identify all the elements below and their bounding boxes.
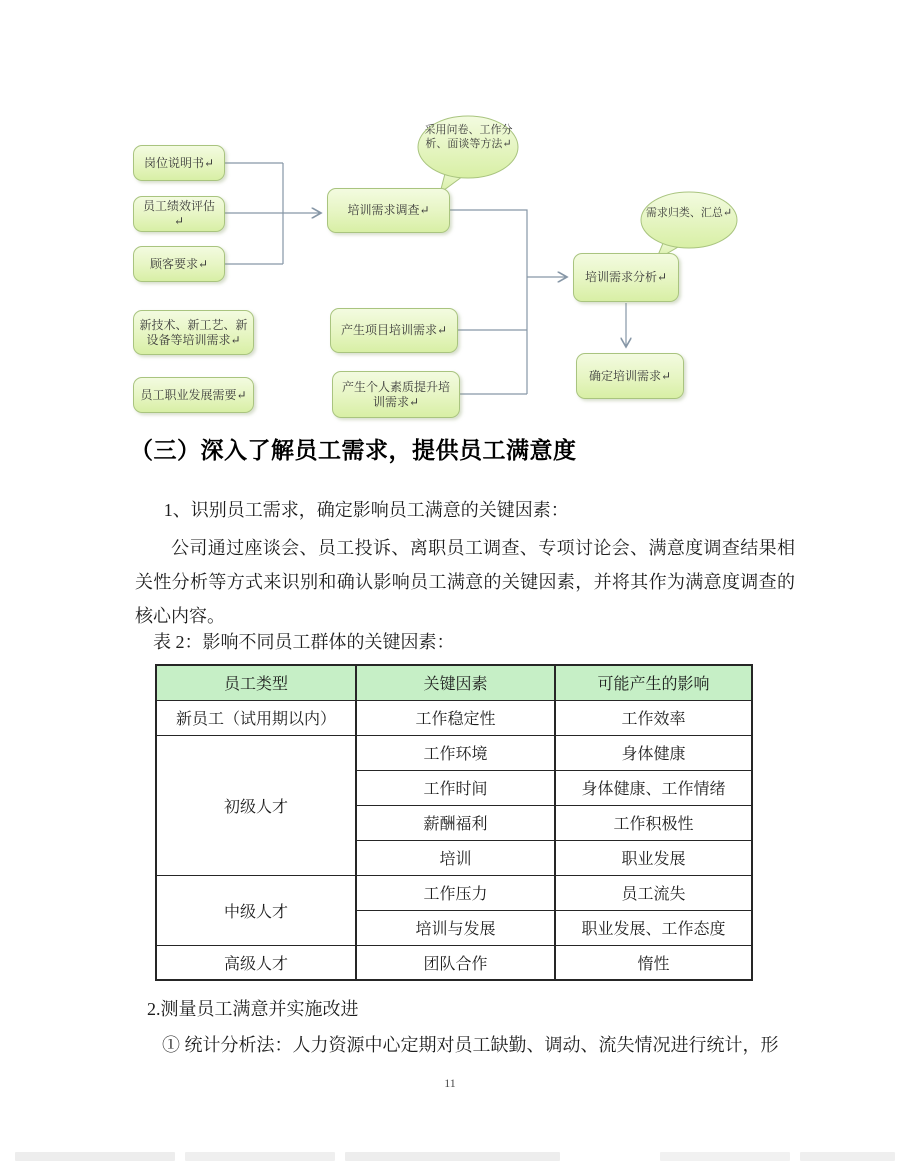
table-caption: 表 2：影响不同员工群体的关键因素： [153,632,455,652]
flowchart-box-training-needs-analysis: 培训需求分析↵ [573,253,679,302]
scan-artifact [345,1152,560,1161]
cell-impact: 职业发展、工作态度 [555,910,752,945]
scan-artifact [185,1152,335,1161]
cell-impact: 身体健康 [555,735,752,770]
flowchart-callout-survey-methods: 采用问卷、工作分析、面谈等方法↵ [424,124,513,150]
flowchart-box-confirm-training-needs: 确定培训需求↵ [576,353,684,399]
cell-employee-type: 中级人才 [156,875,356,945]
body-paragraph: 公司通过座谈会、员工投诉、离职员工调查、专项讨论会、满意度调查结果相关性分析等方式来识别和确认影响员工满意的关键因素，并将其作为满意度调查的核心内容。 [135,538,795,626]
cell-key-factor: 工作稳定性 [356,700,555,735]
header-employee-type: 员工类型 [156,665,356,700]
cell-key-factor: 培训 [356,840,555,875]
header-key-factor: 关键因素 [356,665,555,700]
cell-employee-type: 新员工（试用期以内） [156,700,356,735]
flowchart-box-project-training-needs: 产生项目培训需求↵ [330,308,458,353]
scan-artifact [800,1152,895,1161]
cell-impact: 员工流失 [555,875,752,910]
list-item-3: ① 统计分析法：人力资源中心定期对员工缺勤、调动、流失情况进行统计，形 [162,1035,779,1055]
cell-impact: 身体健康、工作情绪 [555,770,752,805]
flowchart-box-job-description: 岗位说明书↵ [133,145,225,181]
cell-key-factor: 培训与发展 [356,910,555,945]
header-impact: 可能产生的影响 [555,665,752,700]
section-heading: （三）深入了解员工需求，提供员工满意度 [130,437,577,463]
cell-impact: 职业发展 [555,840,752,875]
scan-artifact [15,1152,175,1161]
table-header-row [156,665,752,700]
flowchart-box-training-needs-survey: 培训需求调查↵ [327,188,450,233]
list-item-2: 2.测量员工满意并实施改进 [147,999,359,1019]
cell-impact: 工作积极性 [555,805,752,840]
cell-key-factor: 工作压力 [356,875,555,910]
cell-key-factor: 薪酬福利 [356,805,555,840]
list-item-1: 1、识别员工需求，确定影响员工满意的关键因素： [163,500,569,520]
flowchart-box-career-development-needs: 员工职业发展需要↵ [133,377,254,413]
cell-key-factor: 工作环境 [356,735,555,770]
flowchart-box-personal-quality-training: 产生个人素质提升培训需求↵ [332,371,460,418]
scan-artifact [660,1152,790,1161]
cell-key-factor: 团队合作 [356,945,555,980]
cell-employee-type: 高级人才 [156,945,356,980]
table-row [156,945,752,980]
table-row [156,735,752,770]
cell-key-factor: 工作时间 [356,770,555,805]
cell-impact: 惰性 [555,945,752,980]
flowchart-box-new-tech-training-needs: 新技术、新工艺、新设备等培训需求↵ [133,310,254,355]
flowchart-box-performance-evaluation: 员工绩效评估↵ [133,196,225,232]
flowchart-box-customer-requirements: 顾客要求↵ [133,246,225,282]
key-factors-table-container [155,664,753,981]
flowchart-callout-classify: 需求归类、汇总↵ [645,207,733,219]
table-row [156,875,752,910]
cell-impact: 工作效率 [555,700,752,735]
table-row [156,700,752,735]
cell-employee-type: 初级人才 [156,735,356,875]
page-number: 11 [444,1076,456,1090]
key-factors-table [155,664,753,981]
